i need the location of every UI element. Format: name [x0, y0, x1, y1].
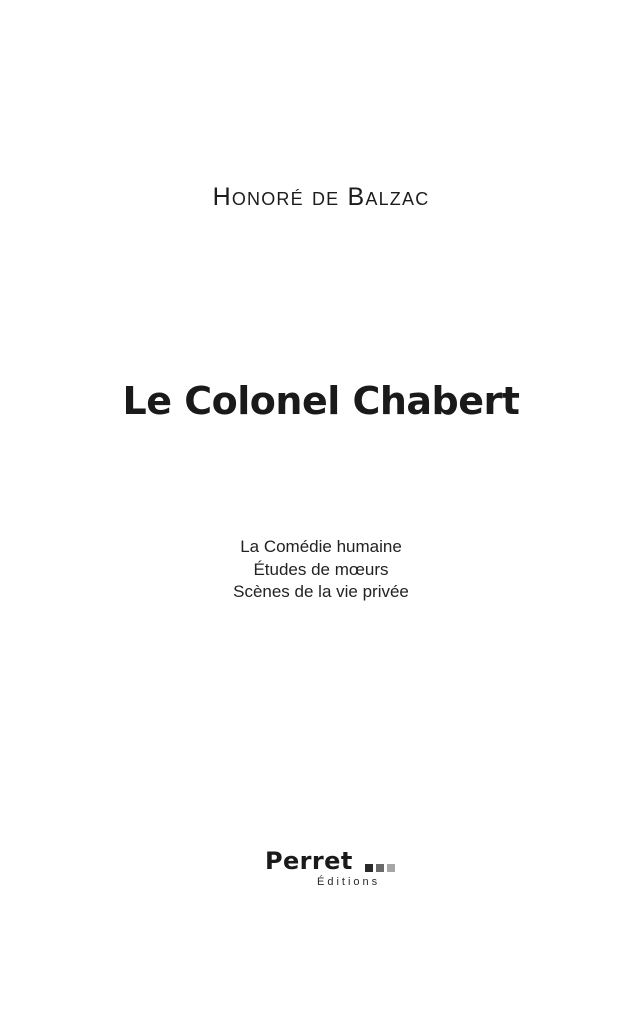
series-scenes: Scènes de la vie privée [233, 582, 409, 601]
logo-square-dark [365, 864, 373, 872]
publisher-name: Perret [265, 847, 353, 875]
logo-square-light [387, 864, 395, 872]
series-collection: La Comédie humaine [240, 537, 402, 556]
author-name: Honoré de Balzac [212, 183, 430, 211]
logo-squares-icon [365, 864, 397, 872]
publisher-subtitle: Éditions [317, 876, 381, 888]
publisher-logo [265, 846, 405, 896]
series-block [0, 536, 642, 604]
book-title: Le Colonel Chabert [122, 379, 520, 423]
logo-square-mid [376, 864, 384, 872]
series-study: Études de mœurs [253, 559, 389, 579]
